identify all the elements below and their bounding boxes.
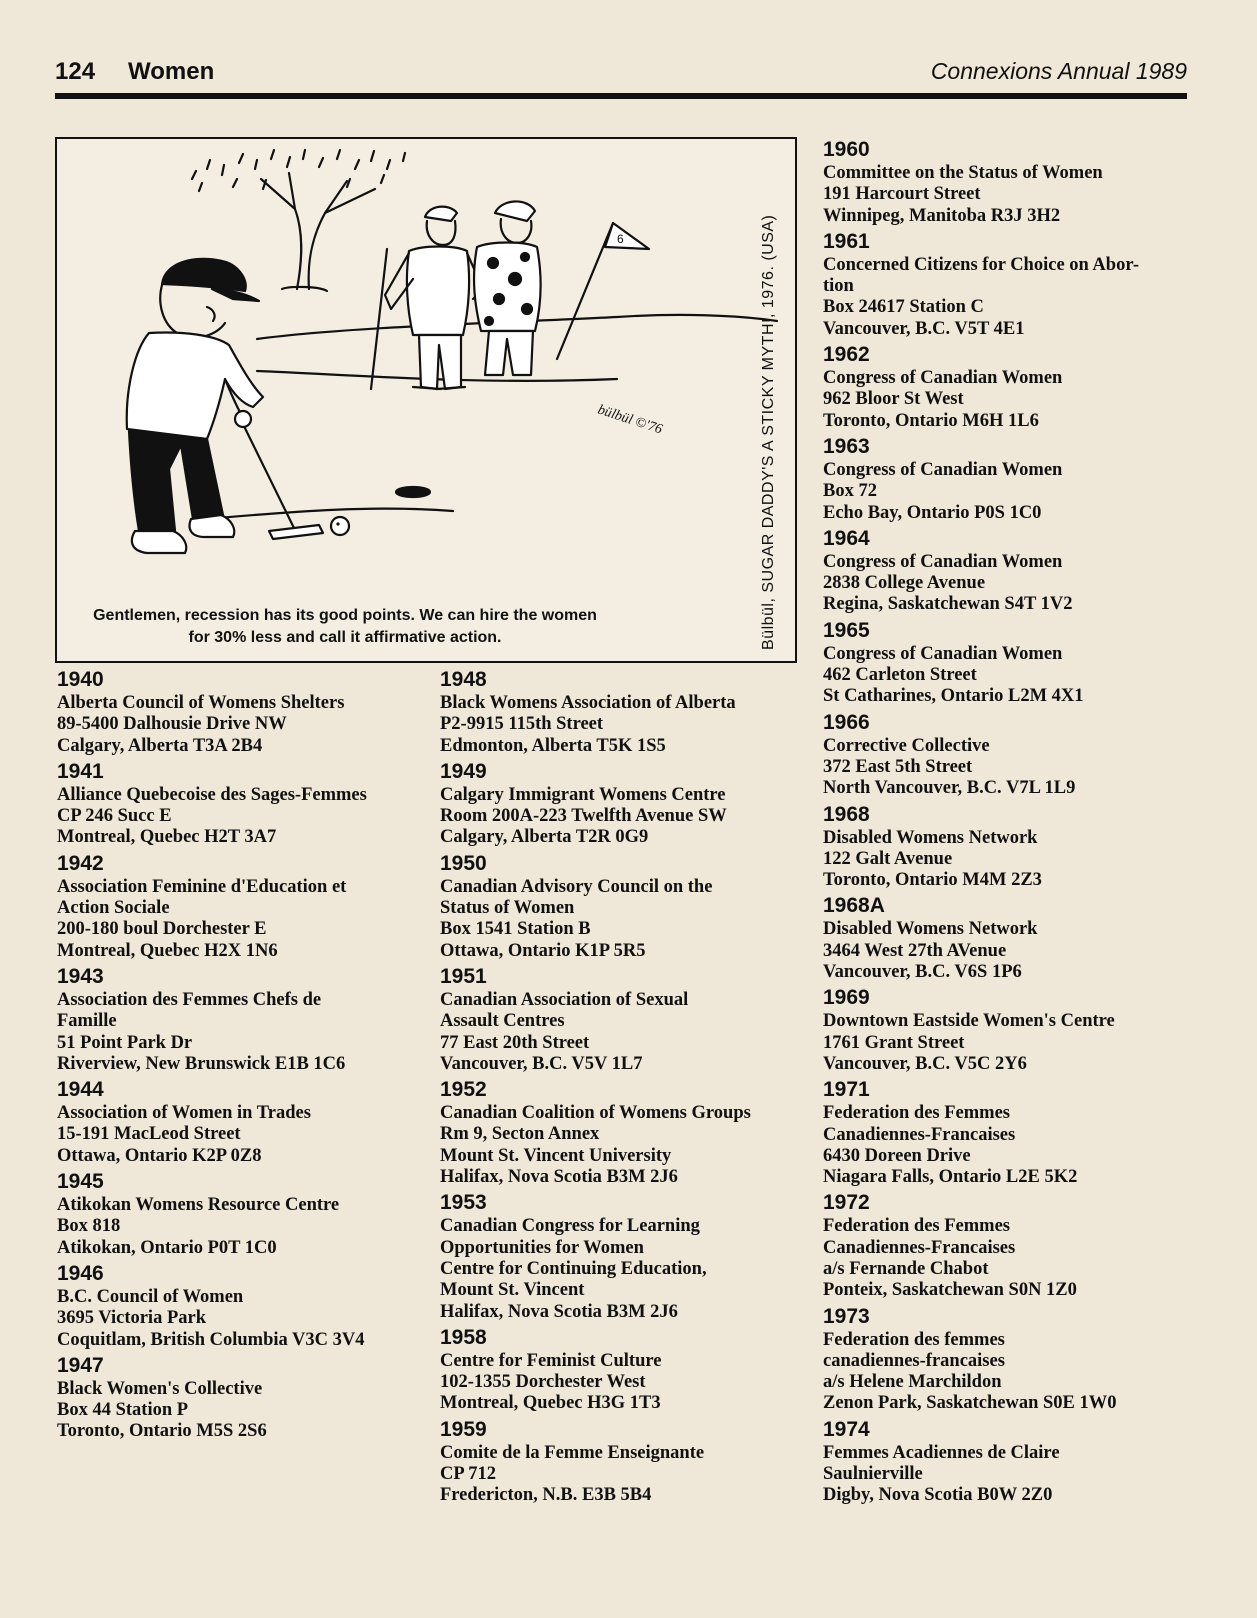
directory-entry — [823, 893, 1203, 983]
address-line: Assault Centres — [440, 1011, 565, 1032]
address-line: 122 Galt Avenue — [823, 848, 953, 869]
address-line: Status of Women — [440, 898, 575, 919]
organization-name: Femmes Acadiennes de Claire — [823, 1442, 1060, 1463]
address-line: 372 East 5th Street — [823, 756, 973, 777]
address-line: P2-9915 115th Street — [440, 714, 604, 735]
address-line: Fredericton, N.B. E3B 5B4 — [440, 1485, 652, 1506]
directory-entry — [440, 964, 800, 1075]
address-line: Opportunities for Women — [440, 1237, 644, 1258]
address-line: CP 712 — [440, 1464, 497, 1485]
address-line: St Catharines, Ontario L2M 4X1 — [823, 686, 1084, 707]
organization-name: Congress of Canadian Women — [823, 551, 1063, 572]
entry-number: 1942 — [57, 851, 104, 875]
entry-number: 1945 — [57, 1170, 104, 1194]
address-line: 962 Bloor St West — [823, 389, 964, 410]
address-line: Edmonton, Alberta T5K 1S5 — [440, 735, 666, 756]
entry-number: 1944 — [57, 1078, 104, 1102]
entry-number: 1941 — [57, 759, 104, 783]
directory-entry — [823, 710, 1203, 800]
organization-name: Black Womens Association of Alberta — [440, 693, 736, 713]
organization-name: Calgary Immigrant Womens Centre — [440, 784, 726, 805]
organization-name: Black Women's Collective — [57, 1378, 263, 1399]
address-line: Vancouver, B.C. V5V 1L7 — [440, 1053, 643, 1074]
address-line: 191 Harcourt Street — [823, 184, 981, 205]
organization-name: Alliance Quebecoise des Sages-Femmes — [57, 784, 367, 805]
address-line: Famille — [57, 1011, 117, 1032]
address-line: Zenon Park, Saskatchewan S0E 1W0 — [823, 1393, 1117, 1414]
organization-name: Federation des Femmes — [823, 1216, 1011, 1237]
address-line: Vancouver, B.C. V5T 4E1 — [823, 318, 1025, 339]
address-line: Montreal, Quebec H2T 3A7 — [57, 827, 277, 848]
address-line: Montreal, Quebec H2X 1N6 — [57, 940, 278, 961]
address-line: Box 72 — [823, 481, 877, 502]
address-line: Box 818 — [57, 1216, 121, 1237]
organization-name: B.C. Council of Women — [57, 1286, 244, 1307]
organization-name: Centre for Feminist Culture — [440, 1350, 662, 1371]
organization-name: Canadian Congress for Learning — [440, 1216, 700, 1237]
entry-number: 1971 — [823, 1078, 870, 1102]
caption-line: for 30% less and call it affirmative action. — [188, 629, 502, 646]
address-line: Halifax, Nova Scotia B3M 2J6 — [440, 1301, 678, 1322]
directory-entry — [440, 1077, 800, 1188]
organization-name: Congress of Canadian Women — [823, 368, 1063, 389]
organization-name: Disabled Womens Network — [823, 919, 1038, 940]
entry-number: 1960 — [823, 138, 870, 161]
directory-entry — [823, 137, 1203, 227]
address-line: CP 246 Succ E — [57, 806, 172, 827]
address-line: Box 24617 Station C — [823, 297, 984, 318]
address-line: Digby, Nova Scotia B0W 2Z0 — [823, 1485, 1053, 1506]
entry-number: 1964 — [823, 526, 870, 550]
directory-entry — [440, 1325, 800, 1415]
entry-number: 1958 — [440, 1325, 487, 1349]
organization-name: Concerned Citizens for Choice on Abor- — [823, 254, 1140, 275]
address-line: Box 1541 Station B — [440, 919, 591, 940]
entry-number: 1943 — [57, 964, 104, 988]
entry-number: 1969 — [823, 986, 870, 1010]
directory-entry — [57, 1077, 417, 1167]
address-line: Riverview, New Brunswick E1B 1C6 — [57, 1053, 346, 1074]
address-line: Calgary, Alberta T3A 2B4 — [57, 735, 263, 756]
address-line: 2838 College Avenue — [823, 573, 986, 594]
address-line: 77 East 20th Street — [440, 1032, 590, 1053]
address-line: canadiennes-francaises — [823, 1350, 1005, 1371]
address-line: 102-1355 Dorchester West — [440, 1372, 646, 1393]
address-line: Room 200A-223 Twelfth Avenue SW — [440, 806, 727, 827]
entry-number: 1947 — [57, 1353, 104, 1377]
address-line: 462 Carleton Street — [823, 665, 977, 686]
directory-entry — [823, 618, 1203, 708]
address-line: Canadiennes-Francaises — [823, 1237, 1016, 1258]
address-line: 51 Point Park Dr — [57, 1032, 193, 1053]
directory-entry — [823, 229, 1203, 340]
organization-name: Downtown Eastside Women's Centre — [823, 1011, 1115, 1032]
address-line: Halifax, Nova Scotia B3M 2J6 — [440, 1167, 678, 1188]
caption-line: Gentlemen, recession has its good points. We can hire the women — [93, 607, 597, 624]
address-line: 3695 Victoria Park — [57, 1308, 207, 1329]
entry-number: 1973 — [823, 1304, 870, 1328]
entry-number: 1968A — [823, 894, 885, 918]
address-line: 200-180 boul Dorchester E — [57, 919, 267, 940]
address-line: 1761 Grant Street — [823, 1032, 965, 1053]
directory-entry — [823, 1304, 1203, 1415]
entry-number: 1972 — [823, 1191, 870, 1215]
directory-entry — [57, 851, 417, 962]
entry-number: 1963 — [823, 434, 870, 458]
svg-text:6: 6 — [617, 232, 624, 246]
address-line: Niagara Falls, Ontario L2E 5K2 — [823, 1167, 1078, 1188]
address-line: Toronto, Ontario M5S 2S6 — [57, 1421, 267, 1442]
cartoon-caption — [65, 605, 625, 649]
organization-name: Corrective Collective — [823, 735, 990, 756]
address-line: Ottawa, Ontario K1P 5R5 — [440, 940, 646, 961]
directory-entry — [57, 1169, 417, 1259]
organization-name: Disabled Womens Network — [823, 827, 1038, 848]
entry-number: 1974 — [823, 1417, 870, 1441]
address-line: 3464 West 27th AVenue — [823, 940, 1007, 961]
directory-entry — [57, 759, 417, 849]
entry-number: 1959 — [440, 1417, 487, 1441]
address-line: Atikokan, Ontario P0T 1C0 — [57, 1237, 277, 1258]
address-line: Rm 9, Secton Annex — [440, 1124, 600, 1145]
address-line: Vancouver, B.C. V6S 1P6 — [823, 962, 1022, 983]
directory-entry — [823, 802, 1203, 892]
address-line: Mount St. Vincent University — [440, 1145, 672, 1166]
address-line: Calgary, Alberta T2R 0G9 — [440, 827, 649, 848]
entry-number: 1961 — [823, 229, 870, 253]
directory-entry — [440, 1190, 800, 1322]
column-1 — [57, 667, 417, 1445]
cartoon-illustration — [57, 139, 795, 661]
address-line: Toronto, Ontario M4M 2Z3 — [823, 870, 1042, 891]
organization-name: Congress of Canadian Women — [823, 459, 1063, 480]
directory-entry — [440, 759, 800, 849]
directory-entry — [823, 1417, 1203, 1507]
address-line: Toronto, Ontario M6H 1L6 — [823, 410, 1039, 431]
address-line: Canadiennes-Francaises — [823, 1124, 1016, 1145]
address-line: Ottawa, Ontario K2P 0Z8 — [57, 1145, 262, 1166]
organization-name: Atikokan Womens Resource Centre — [57, 1195, 340, 1216]
organization-name: Association of Women in Trades — [57, 1103, 311, 1124]
entry-number: 1962 — [823, 343, 870, 367]
address-line: Echo Bay, Ontario P0S 1C0 — [823, 502, 1042, 523]
address-line: Box 44 Station P — [57, 1400, 189, 1421]
directory-entry — [823, 1077, 1203, 1188]
address-line: North Vancouver, B.C. V7L 1L9 — [823, 778, 1076, 799]
directory-entry — [57, 1261, 417, 1351]
column-3 — [823, 137, 1203, 1509]
directory-entry — [57, 667, 417, 757]
page-header — [55, 58, 1187, 92]
entry-number: 1965 — [823, 618, 870, 642]
directory-entry — [57, 1353, 417, 1443]
entry-number: 1940 — [57, 668, 104, 691]
directory-entry — [823, 342, 1203, 432]
address-line: a/s Fernande Chabot — [823, 1258, 989, 1279]
address-line: Action Sociale — [57, 898, 170, 919]
directory-entry — [823, 985, 1203, 1075]
directory-entry — [823, 526, 1203, 616]
organization-name: Association Feminine d'Education et — [57, 876, 347, 897]
column-2 — [440, 667, 800, 1509]
credit-text: Bülbül, SUGAR DADDY'S A STICKY MYTH!, 1976. (USA) — [760, 214, 777, 650]
address-line: Mount St. Vincent — [440, 1280, 585, 1301]
address-line: Winnipeg, Manitoba R3J 3H2 — [823, 205, 1061, 226]
address-line: tion — [823, 276, 854, 297]
entry-number: 1950 — [440, 851, 487, 875]
cartoon-frame — [55, 137, 797, 663]
directory-entry — [440, 851, 800, 962]
directory-entry — [440, 1417, 800, 1507]
address-line: Montreal, Quebec H3G 1T3 — [440, 1393, 661, 1414]
entry-number: 1951 — [440, 964, 487, 988]
address-line: Centre for Continuing Education, — [440, 1258, 707, 1279]
directory-entry — [440, 667, 800, 757]
publication-title: Connexions Annual 1989 — [930, 58, 1187, 84]
entry-number: 1949 — [440, 759, 487, 783]
header-rule — [55, 93, 1187, 99]
address-line: Coquitlam, British Columbia V3C 3V4 — [57, 1329, 365, 1350]
organization-name: Federation des Femmes — [823, 1103, 1011, 1124]
address-line: 89-5400 Dalhousie Drive NW — [57, 714, 287, 735]
entry-number: 1968 — [823, 802, 870, 826]
page-number: 124 — [55, 58, 96, 85]
entry-number: 1946 — [57, 1261, 104, 1285]
directory-entry — [823, 434, 1203, 524]
address-line: 15-191 MacLeod Street — [57, 1124, 241, 1145]
organization-name: Comite de la Femme Enseignante — [440, 1442, 705, 1463]
artist-signature: bülbül ©'76 — [595, 402, 665, 438]
address-line: Saulnierville — [823, 1464, 923, 1485]
entry-number: 1953 — [440, 1191, 487, 1215]
address-line: Vancouver, B.C. V5C 2Y6 — [823, 1053, 1027, 1074]
directory-entry — [823, 1190, 1203, 1301]
organization-name: Canadian Advisory Council on the — [440, 876, 713, 897]
organization-name: Canadian Coalition of Womens Groups — [440, 1103, 751, 1124]
address-line: Ponteix, Saskatchewan S0N 1Z0 — [823, 1280, 1077, 1301]
organization-name: Association des Femmes Chefs de — [57, 989, 322, 1010]
entry-number: 1948 — [440, 668, 487, 691]
address-line: 6430 Doreen Drive — [823, 1145, 971, 1166]
address-line: Regina, Saskatchewan S4T 1V2 — [823, 594, 1073, 615]
organization-name: Canadian Association of Sexual — [440, 989, 689, 1010]
organization-name: Congress of Canadian Women — [823, 643, 1063, 664]
address-line: a/s Helene Marchildon — [823, 1372, 1002, 1393]
directory-entry — [57, 964, 417, 1075]
organization-name: Committee on the Status of Women — [823, 163, 1103, 183]
section-title: Women — [128, 58, 215, 85]
entry-number: 1966 — [823, 710, 870, 734]
entry-number: 1952 — [440, 1078, 487, 1102]
organization-name: Federation des femmes — [823, 1329, 1005, 1350]
organization-name: Alberta Council of Womens Shelters — [57, 693, 345, 713]
